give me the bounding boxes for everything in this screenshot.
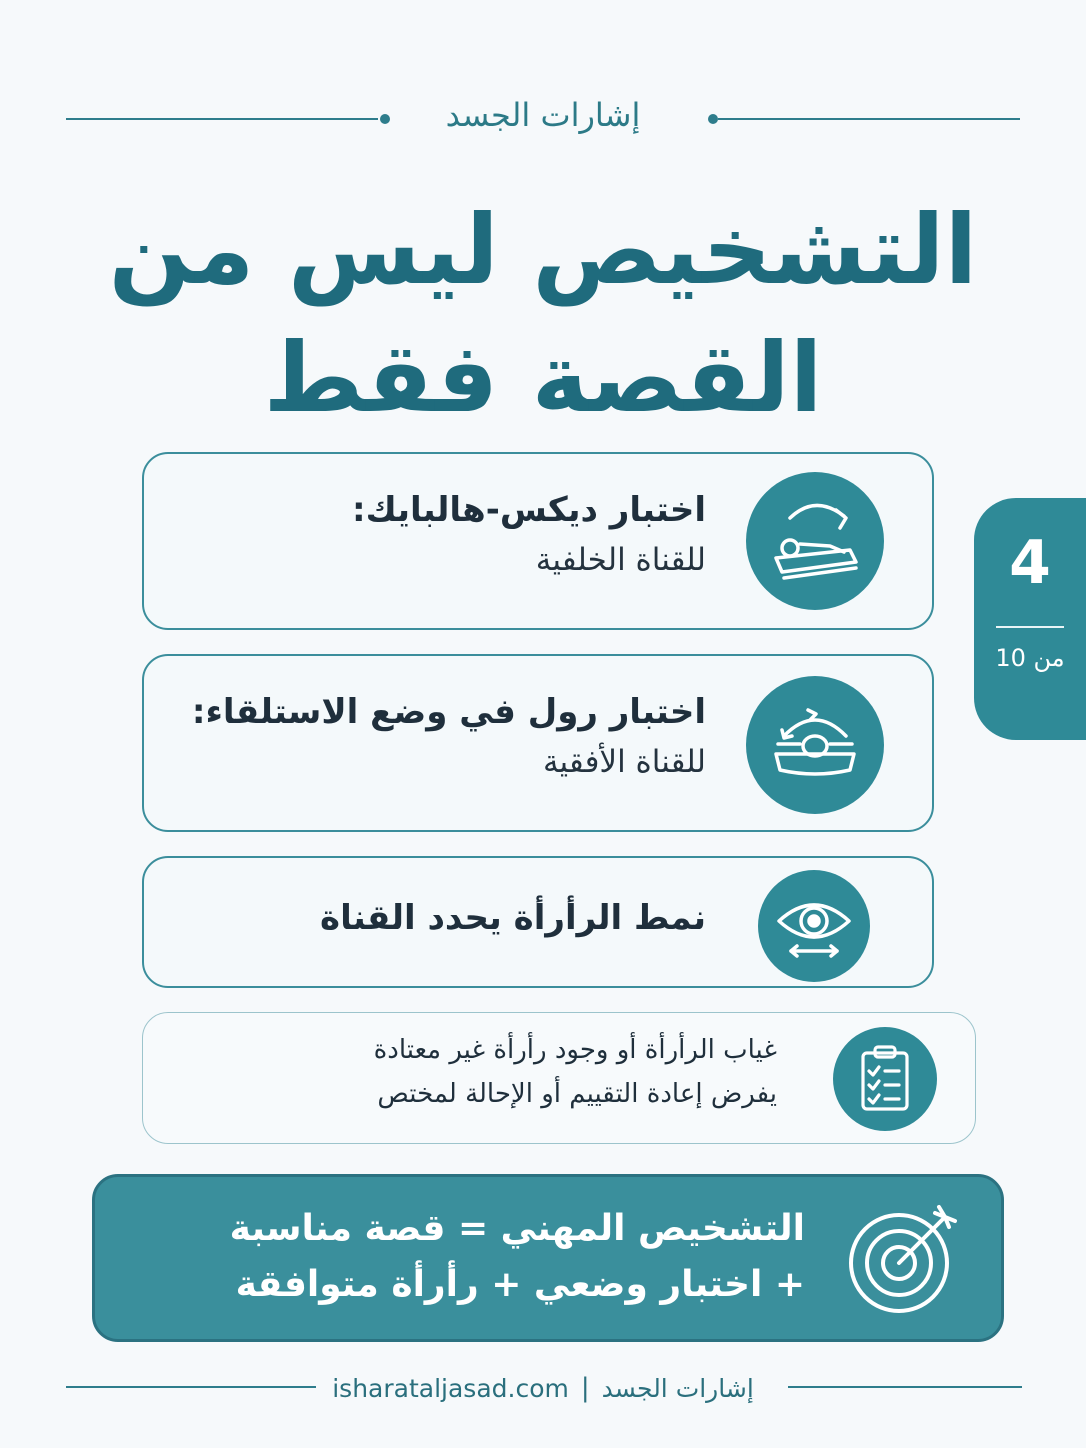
header-dot-right	[708, 114, 718, 124]
target-arrow-icon	[841, 1197, 965, 1321]
card-title: اختبار ديكس-هالبايك:	[351, 490, 706, 530]
clipboard-checklist-icon	[833, 1027, 937, 1131]
page-title-line2: القصة فقط	[263, 322, 823, 434]
page-total: من 10	[995, 644, 1065, 672]
footer-rule-right	[788, 1386, 1022, 1388]
footer-separator: |	[580, 1373, 590, 1403]
head-roll-icon	[746, 676, 884, 814]
page-title-line1: التشخيص ليس من	[108, 194, 978, 306]
footer-brand: إشارات الجسد	[601, 1373, 754, 1403]
card-dix-hallpike	[142, 452, 934, 630]
page-divider	[996, 626, 1064, 628]
summary-line1: التشخيص المهني = قصة مناسبة	[229, 1208, 805, 1249]
footer	[320, 1368, 766, 1408]
card-title: نمط الرأرأة يحدد القناة	[320, 898, 706, 938]
card-title: اختبار رول في وضع الاستلقاء:	[191, 692, 706, 732]
summary-box	[92, 1174, 1004, 1342]
header-brand: إشارات الجسد	[445, 96, 641, 134]
header-rule-right	[718, 118, 1020, 120]
footer-website[interactable]: isharataljasad.com	[332, 1373, 569, 1403]
card-nystagmus-pattern	[142, 856, 934, 988]
page-indicator	[974, 498, 1086, 740]
note-card	[142, 1012, 976, 1144]
note-line2: يفرض إعادة التقييم أو الإحالة لمختص	[377, 1079, 777, 1109]
eye-movement-icon	[758, 870, 870, 982]
page-current: 4	[1009, 528, 1051, 598]
card-supine-roll	[142, 654, 934, 832]
card-subtitle: للقناة الأفقية	[542, 744, 706, 780]
patient-lying-tilt-icon	[746, 472, 884, 610]
summary-line2: + اختبار وضعي + رأرأة متوافقة	[235, 1264, 805, 1305]
note-line1: غياب الرأرأة أو وجود رأرأة غير معتادة	[373, 1035, 777, 1065]
card-subtitle: للقناة الخلفية	[535, 542, 706, 578]
footer-rule-left	[66, 1386, 316, 1388]
